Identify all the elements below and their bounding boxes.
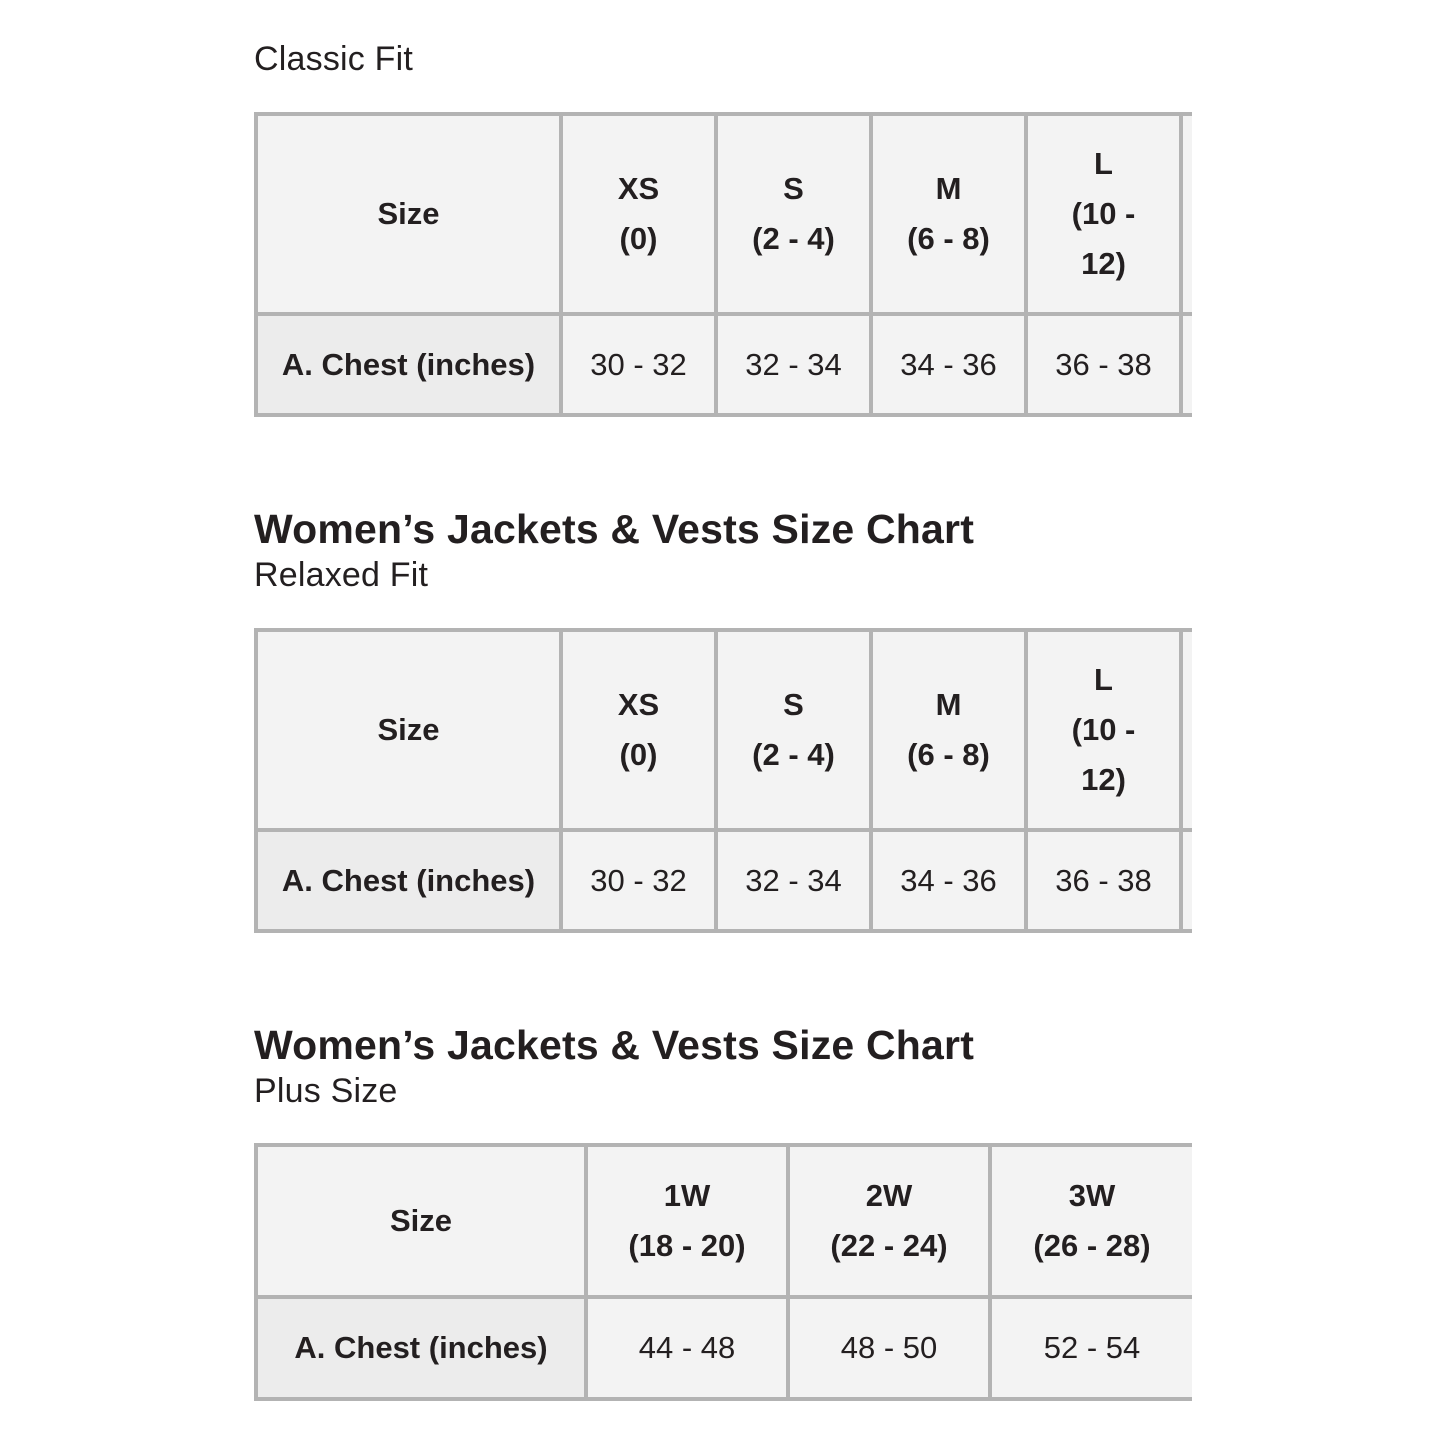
- chest-cell-xs: 30 - 32: [561, 830, 716, 931]
- chest-cell-s: 32 - 34: [716, 830, 871, 931]
- chest-cell-l: 36 - 38: [1026, 314, 1181, 415]
- table-row-chest: [256, 314, 1192, 415]
- table-row-chest: [256, 1297, 1192, 1399]
- size-header-cell: Size: [256, 114, 561, 314]
- chest-cell-3w: 52 - 54: [990, 1297, 1192, 1399]
- size-cell-2w: 2W (22 - 24): [788, 1145, 990, 1297]
- section-3-title: Women’s Jackets & Vests Size Chart: [254, 1022, 975, 1068]
- chest-cell-1w: 44 - 48: [586, 1297, 788, 1399]
- size-table-classic: [254, 112, 1192, 417]
- size-table-plus: [254, 1143, 1192, 1401]
- chest-label-cell: A. Chest (inches): [256, 830, 561, 931]
- size-cell-xs: XS (0): [561, 630, 716, 830]
- table-header-row: [256, 1145, 1192, 1297]
- chest-cell-clipped: [1181, 830, 1192, 931]
- size-cell-s: S (2 - 4): [716, 114, 871, 314]
- chest-cell-clipped: [1181, 314, 1192, 415]
- chest-label-cell: A. Chest (inches): [256, 314, 561, 415]
- chest-cell-2w: 48 - 50: [788, 1297, 990, 1399]
- section-3-subtitle: Plus Size: [254, 1072, 398, 1110]
- size-cell-l: L (10 - 12): [1026, 630, 1181, 830]
- size-header-cell: Size: [256, 1145, 586, 1297]
- chest-cell-m: 34 - 36: [871, 830, 1026, 931]
- size-cell-1w: 1W (18 - 20): [586, 1145, 788, 1297]
- size-cell-xs: XS (0): [561, 114, 716, 314]
- chest-label-cell: A. Chest (inches): [256, 1297, 586, 1399]
- size-cell-m: M (6 - 8): [871, 630, 1026, 830]
- table-header-row: [256, 630, 1192, 830]
- size-table-relaxed: [254, 628, 1192, 933]
- chest-cell-s: 32 - 34: [716, 314, 871, 415]
- size-cell-m: M (6 - 8): [871, 114, 1026, 314]
- chest-cell-l: 36 - 38: [1026, 830, 1181, 931]
- size-cell-s: S (2 - 4): [716, 630, 871, 830]
- size-cell-l: L (10 - 12): [1026, 114, 1181, 314]
- section-1-subtitle: Classic Fit: [254, 40, 413, 78]
- chest-cell-xs: 30 - 32: [561, 314, 716, 415]
- section-2-subtitle: Relaxed Fit: [254, 556, 429, 594]
- table-row-chest: [256, 830, 1192, 931]
- size-cell-clipped: [1181, 630, 1192, 830]
- chest-cell-m: 34 - 36: [871, 314, 1026, 415]
- size-cell-3w: 3W (26 - 28): [990, 1145, 1192, 1297]
- table-header-row: [256, 114, 1192, 314]
- size-header-cell: Size: [256, 630, 561, 830]
- section-2-title: Women’s Jackets & Vests Size Chart: [254, 506, 975, 552]
- size-cell-clipped: [1181, 114, 1192, 314]
